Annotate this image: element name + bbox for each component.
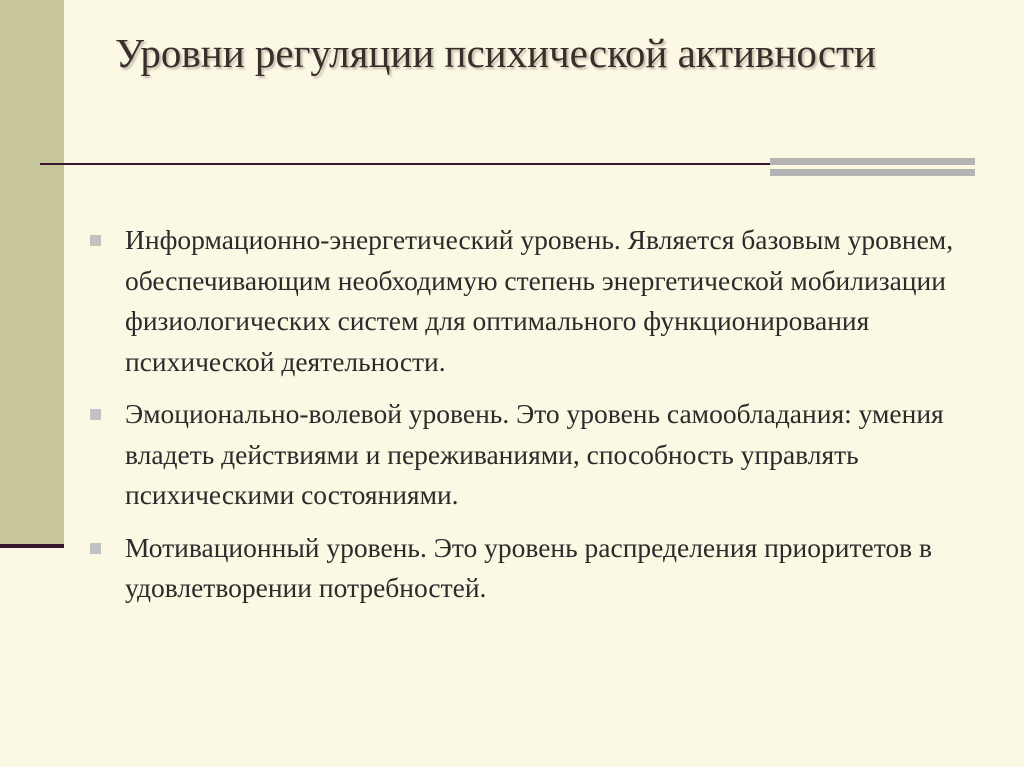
bullet-item-emotional-volitional xyxy=(90,394,1010,516)
slide-title: Уровни регуляции психической активности xyxy=(115,30,876,76)
title-accent-bar-top xyxy=(770,158,975,165)
bullet-item-motivational xyxy=(90,528,1010,609)
left-decor-bar xyxy=(0,0,64,544)
title-accent-bar-bottom xyxy=(770,169,975,176)
bullet-text: Информационно-энергетический уровень. Является базовым уровнем, обеспечивающим необходимую степень энергетической мобилизации физиологических систем для оптимального функционирования психической деятельности. xyxy=(125,224,954,377)
square-bullet-icon xyxy=(90,235,101,246)
left-decor-rule xyxy=(0,544,64,548)
bullet-item-information-energy xyxy=(90,220,1010,382)
bullet-text: Эмоционально-волевой уровень. Это уровень самообладания: умения владеть действиями и переживаниями, способность управлять психическими состояниями. xyxy=(125,398,944,510)
square-bullet-icon xyxy=(90,543,101,554)
bullet-list xyxy=(90,220,1010,621)
bullet-text: Мотивационный уровень. Это уровень распределения приоритетов в удовлетворении потребностей. xyxy=(125,531,932,603)
square-bullet-icon xyxy=(90,409,101,420)
